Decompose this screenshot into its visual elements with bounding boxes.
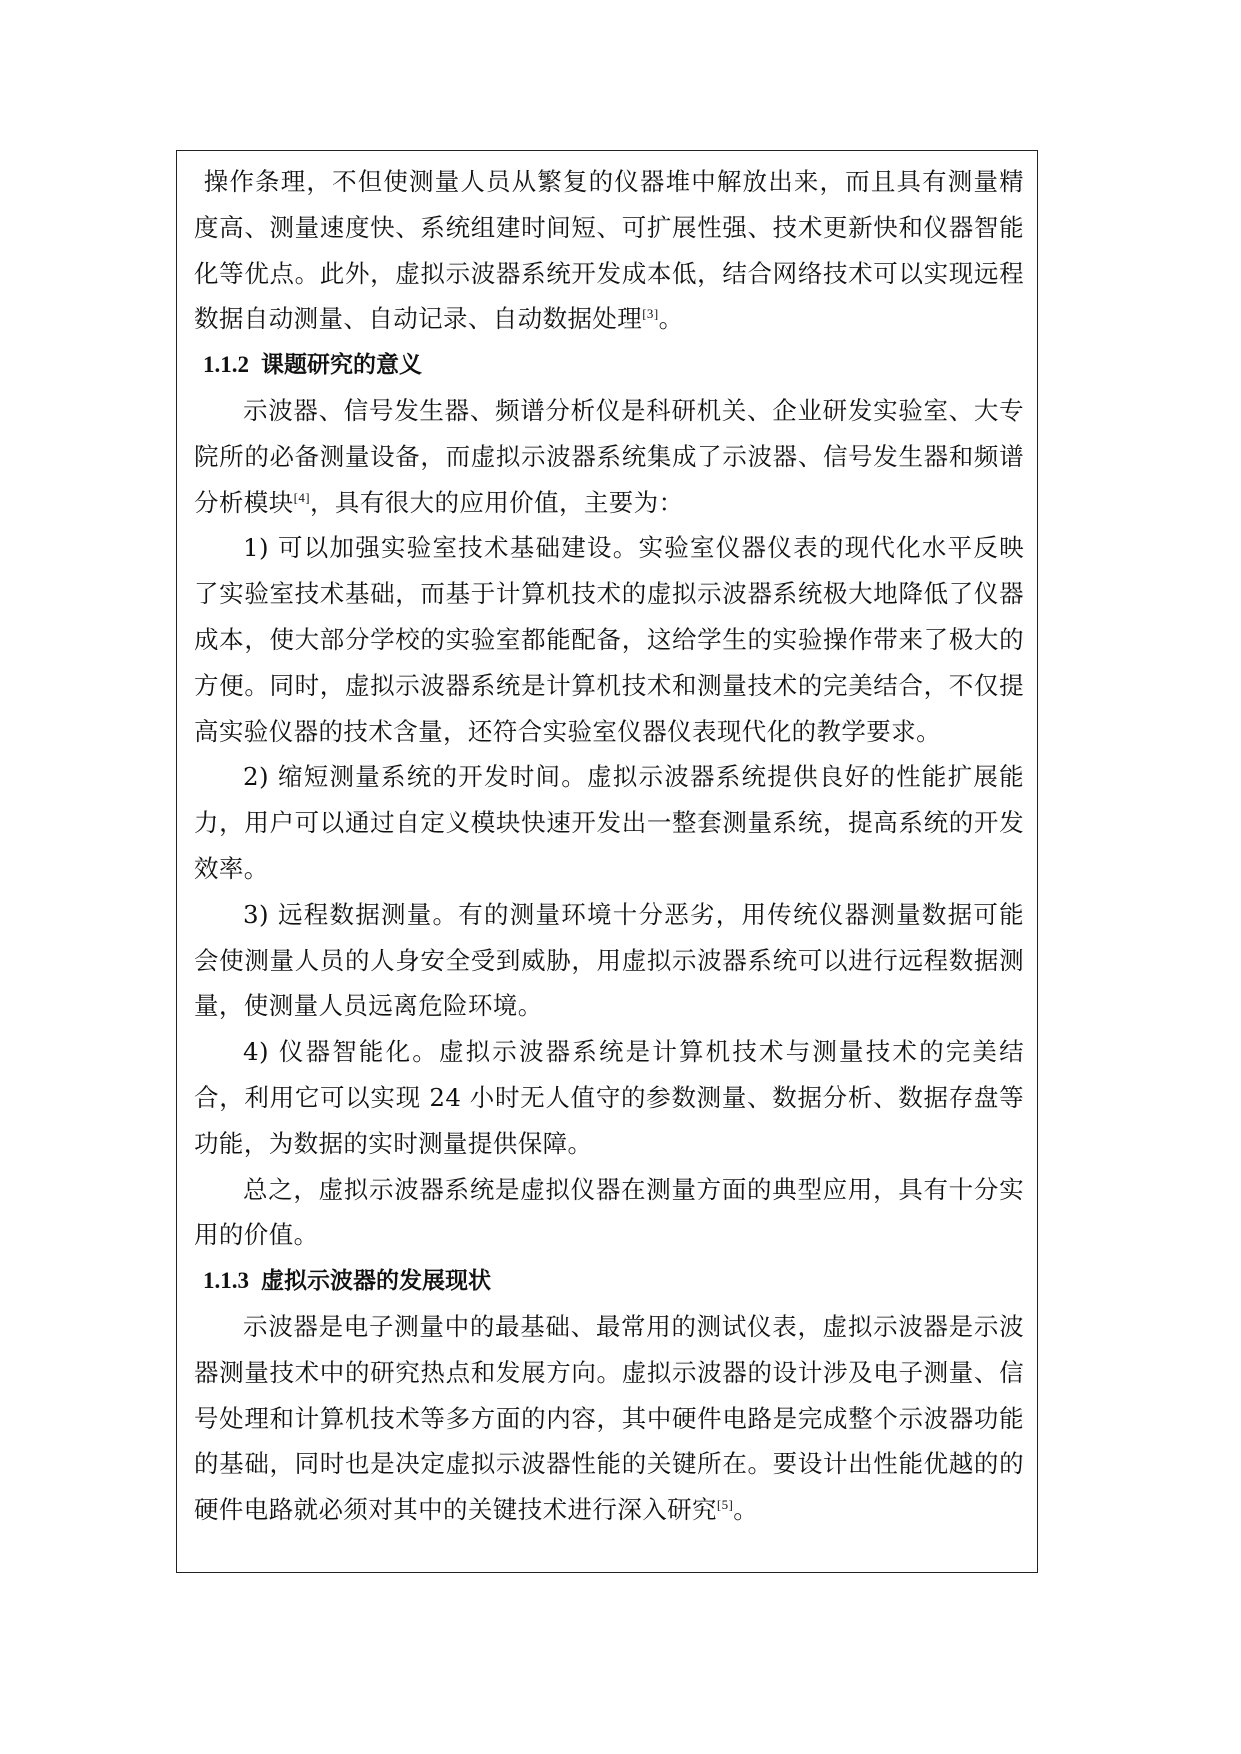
paragraph-text: 示波器是电子测量中的最基础、最常用的测试仪表，虚拟示波器是示波器测量技术中的研究热点和发展方向。虚拟示波器的设计涉及电子测量、信号处理和计算机技术等多方面的内容，其中硬件电路是完成整个示波器功能的基础，同时也是决定虚拟示波器性能的关键所在。要设计出性能优越的的硬件电路就必须对其中的关键技术进行深入研究 [194, 1311, 1024, 1525]
section-title: 虚拟示波器的发展现状 [261, 1267, 491, 1295]
document-body [194, 159, 1024, 1533]
section-number: 1.1.3 [203, 1268, 249, 1294]
paragraph-tail: ，具有很大的应用价值，主要为： [309, 487, 684, 517]
citation-ref: [3] [642, 306, 659, 322]
section-heading-1-1-2 [194, 342, 1024, 388]
citation-ref: [4] [293, 489, 310, 505]
section-heading-1-1-3 [194, 1258, 1024, 1304]
paragraph-significance-intro [194, 388, 1024, 525]
section-number: 1.1.2 [203, 352, 249, 378]
citation-ref: [5] [716, 1497, 734, 1513]
paragraph-point-3: 3) 远程数据测量。有的测量环境十分恶劣，用传统仪器测量数据可能会使测量人员的人身安全受到威胁，用虚拟示波器系统可以进行远程数据测量，使测量人员远离危险环境。 [194, 899, 1024, 1021]
paragraph-text: 示波器、信号发生器、频谱分析仪是科研机关、企业研发实验室、大专院所的必备测量设备，而虚拟示波器系统集成了示波器、信号发生器和频谱分析模块 [194, 395, 1024, 517]
paragraph-intro-continuation [194, 159, 1024, 342]
paragraph-text: 操作条理，不但使测量人员从繁复的仪器堆中解放出来，而且具有测量精度高、测量速度快、系统组建时间短、可扩展性强、技术更新快和仪器智能化等优点。此外，虚拟示波器系统开发成本低，结合网络技术可以实现远程数据自动测量、自动记录、自动数据处理 [194, 167, 1024, 334]
paragraph-point-4: 4) 仪器智能化。虚拟示波器系统是计算机技术与测量技术的完美结合，利用它可以实现 24 小时无人值守的参数测量、数据分析、数据存盘等功能，为数据的实时测量提供保障。 [194, 1037, 1024, 1158]
paragraph-tail: 。 [658, 304, 684, 334]
paragraph-point-1: 1) 可以加强实验室技术基础建设。实验室仪器仪表的现代化水平反映了实验室技术基础，而基于计算机技术的虚拟示波器系统极大地降低了仪器成本，使大部分学校的实验室都能配备，这给学生的实验操作带来了极大的方便。同时，虚拟示波器系统是计算机技术和测量技术的完美结合，不仅提高实验仪器的技术含量，还符合实验室仪器仪表现代化的教学要求。 [194, 533, 1024, 746]
text-frame [176, 150, 1038, 1573]
paragraph-summary: 总之，虚拟示波器系统是虚拟仪器在测量方面的典型应用，具有十分实用的价值。 [194, 1174, 1024, 1250]
section-title: 课题研究的意义 [261, 351, 422, 379]
paragraph-development-status [194, 1304, 1024, 1533]
paragraph-point-2: 2) 缩短测量系统的开发时间。虚拟示波器系统提供良好的性能扩展能力，用户可以通过自定义模块快速开发出一整套测量系统，提高系统的开发效率。 [194, 762, 1024, 883]
paragraph-tail: 。 [733, 1495, 759, 1525]
